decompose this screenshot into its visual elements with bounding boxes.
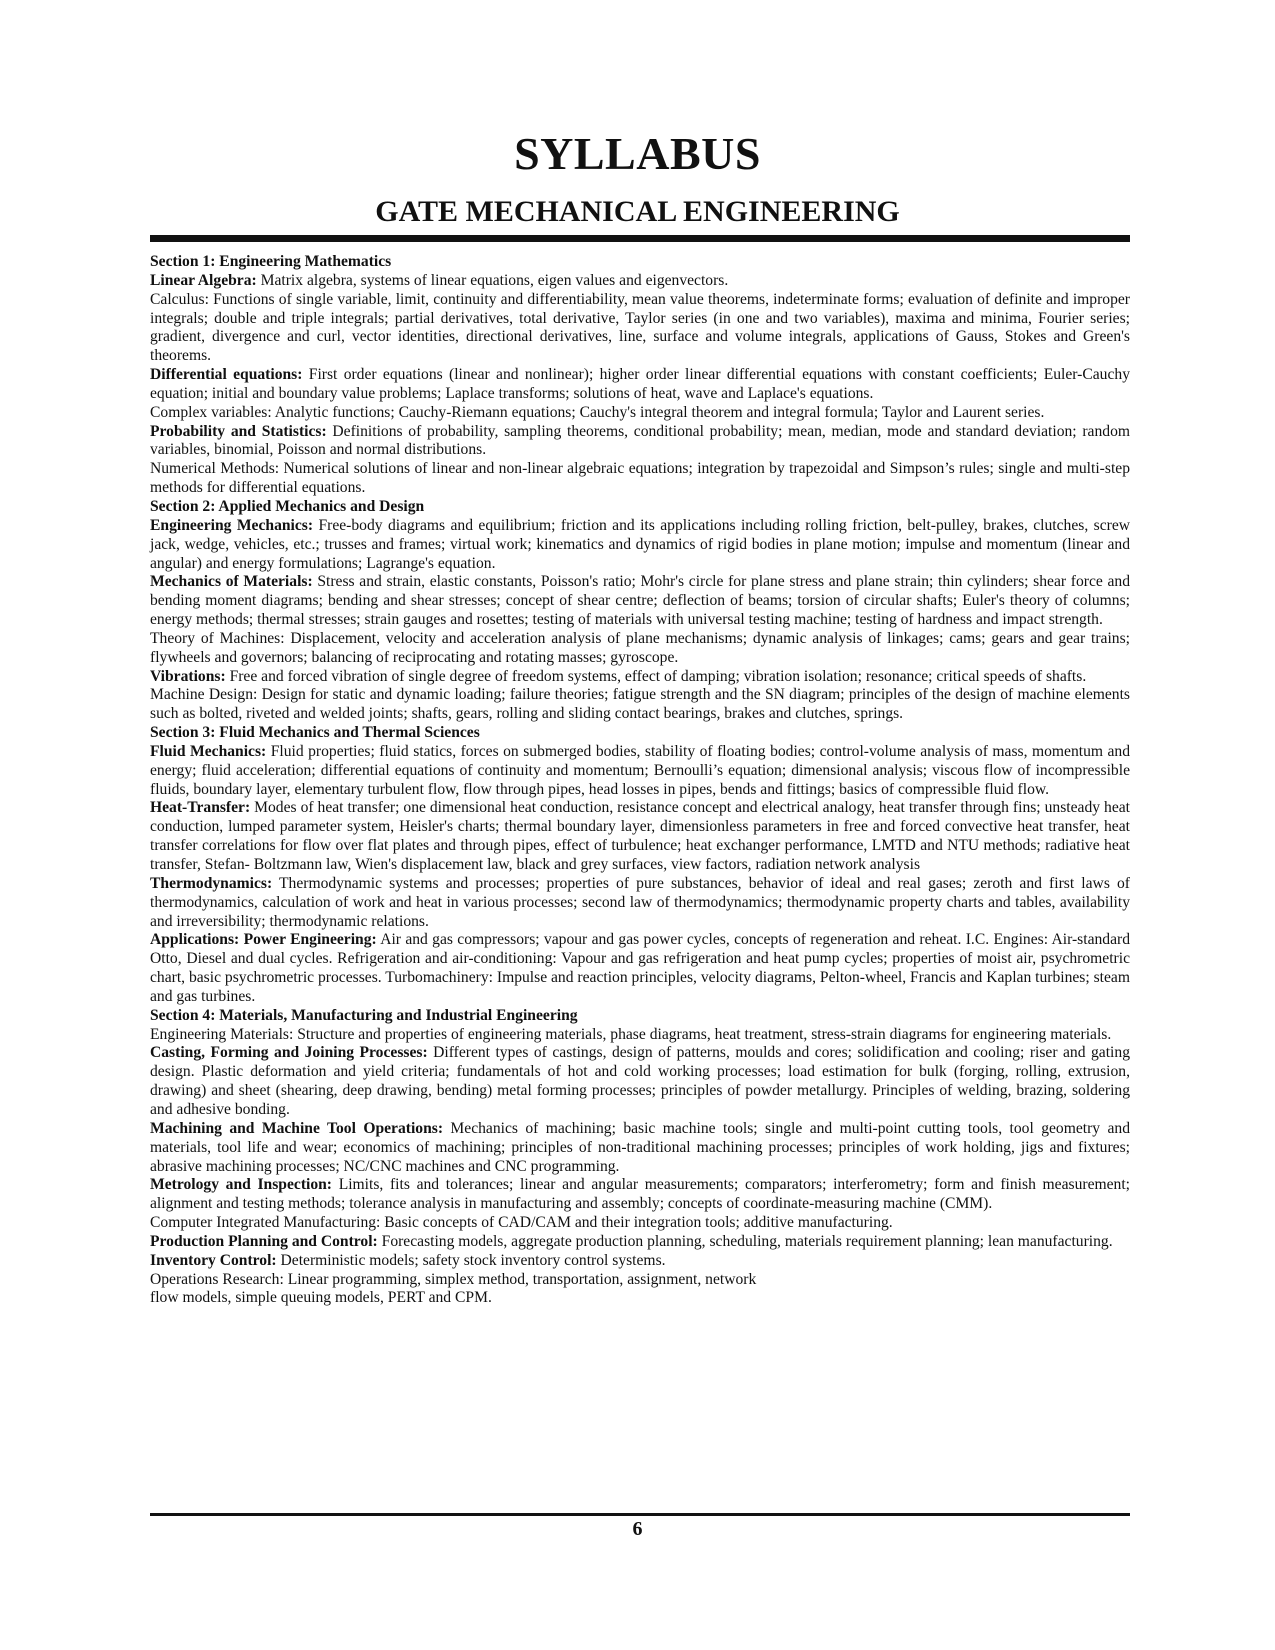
topic-lead: Engineering Mechanics: bbox=[150, 516, 314, 534]
header-divider bbox=[150, 235, 1130, 242]
topic-paragraph bbox=[150, 517, 1130, 574]
topic-paragraph bbox=[150, 743, 1130, 800]
topic-text: Numerical Methods: Numerical solutions of linear and non-linear algebraic equations; integration by trapezoidal and Simpson’s rules; single and multi-step methods for differential equations. bbox=[150, 460, 1130, 497]
topic-paragraph bbox=[150, 366, 1130, 404]
topic-paragraph bbox=[150, 931, 1130, 1006]
topic-text: Calculus: Functions of single variable, limit, continuity and differentiability, mean value theorems, indeterminate forms; evaluation of definite and improper integrals; double and triple integrals; partial derivatives, total derivative, Taylor series (in one and two variables), maxima and minima, Fourier series; gradient, divergence and curl, vector identities, directional derivatives, line, surface and volume integrals, applications of Gauss, Stokes and Green's theorems. bbox=[150, 290, 1130, 365]
topic-paragraph bbox=[150, 1252, 1130, 1271]
page-subtitle: GATE MECHANICAL ENGINEERING bbox=[375, 195, 900, 228]
topic-text: Engineering Materials: Structure and properties of engineering materials, phase diagrams, heat treatment, stress-strain diagrams for engineering materials. bbox=[150, 1025, 1112, 1043]
topic-text: Air and gas compressors; vapour and gas power cycles, concepts of regeneration and reheat. I.C. Engines: Air-standard Otto, Diesel and dual cycles. Refrigeration and air-conditioning: Vapour and gas refrigeration and heat pump cycles; properties of moist air, psychrometric chart, basic psychrometric processes. Turbomachinery: Impulse and reaction principles, velocity diagrams, Pelton-wheel, Francis and Kaplan turbines; steam and gas turbines. bbox=[150, 931, 1131, 1005]
topic-text: Free and forced vibration of single degree of freedom systems, effect of damping; vibration isolation; resonance; critical speeds of shafts. bbox=[225, 667, 1087, 685]
topic-paragraph bbox=[150, 875, 1130, 932]
topic-text: First order equations (linear and nonlinear); higher order linear differential equations with constant coefficients; Euler-Cauchy equation; initial and boundary value problems; Laplace transforms; solutions of heat, wave and Laplace's equations. bbox=[150, 366, 1130, 402]
topic-text: Theory of Machines: Displacement, velocity and acceleration analysis of plane mechanisms; dynamic analysis of linkages; cams; gears and gear trains; flywheels and governors; balancing of reciprocating and rotating masses; gyroscope. bbox=[150, 629, 1130, 666]
topic-lead: Inventory Control: bbox=[150, 1251, 277, 1269]
topic-lead: Applications: Power Engineering: bbox=[150, 931, 377, 949]
topic-lead: Heat-Transfer: bbox=[150, 799, 251, 817]
topic-paragraph bbox=[150, 1233, 1130, 1252]
topic-paragraph bbox=[150, 272, 1130, 291]
page-title: SYLLABUS bbox=[514, 128, 761, 179]
page-number: 6 bbox=[632, 1518, 643, 1540]
topic-lead: Vibrations: bbox=[150, 667, 226, 685]
topic-lead: Metrology and Inspection: bbox=[150, 1176, 333, 1194]
topic-paragraph bbox=[150, 1044, 1130, 1119]
topic-paragraph bbox=[150, 668, 1130, 687]
topic-lead: Thermodynamics: bbox=[150, 874, 273, 892]
topic-text: Machine Design: Design for static and dynamic loading; failure theories; fatigue strength and the SN diagram; principles of the design of machine elements such as bolted, riveted and welded joints; shafts, gears, rolling and sliding contact bearings, brakes and clutches, springs. bbox=[150, 686, 1130, 723]
topic-lead: Casting, Forming and Joining Processes: bbox=[150, 1044, 428, 1062]
topic-paragraph bbox=[150, 404, 1130, 423]
topic-text: Definitions of probability, sampling theorems, conditional probability; mean, median, mode and standard deviation; random variables, binomial, Poisson and normal distributions. bbox=[150, 422, 1131, 459]
topic-lead: Mechanics of Materials: bbox=[150, 573, 313, 591]
topic-text: Forecasting models, aggregate production planning, scheduling, materials requirement planning; lean manufacturing. bbox=[377, 1232, 1113, 1250]
topic-lead: Machining and Machine Tool Operations: bbox=[150, 1119, 444, 1137]
closing-line: Operations Research: Linear programming, simplex method, transportation, assignment, network bbox=[150, 1270, 757, 1288]
topic-lead: Production Planning and Control: bbox=[150, 1232, 378, 1250]
topic-paragraph bbox=[150, 686, 1130, 724]
topic-paragraph bbox=[150, 423, 1130, 461]
topic-text: Limits, fits and tolerances; linear and angular measurements; comparators; interferometry; form and finish measurement; alignment and testing methods; tolerance analysis in manufacturing and assembly; concepts of coordinate-measuring machine (CMM). bbox=[150, 1176, 1131, 1213]
topic-paragraph bbox=[150, 799, 1130, 874]
topic-paragraph bbox=[150, 1214, 1130, 1233]
topic-lead: Differential equations: bbox=[150, 366, 303, 384]
topic-paragraph bbox=[150, 1026, 1130, 1045]
topic-text: Stress and strain, elastic constants, Poisson's ratio; Mohr's circle for plane stress and plane strain; thin cylinders; shear force and bending moment diagrams; bending and shear stresses; concept of shear centre; deflection of beams; torsion of circular shafts; Euler's theory of columns; energy methods; thermal stresses; strain gauges and rosettes; testing of materials with universal testing machine; testing of hardness and impact strength. bbox=[150, 573, 1130, 629]
section-heading: Section 1: Engineering Mathematics bbox=[150, 253, 392, 270]
closing-line: flow models, simple queuing models, PERT and CPM. bbox=[150, 1289, 492, 1307]
topic-text: Free-body diagrams and equilibrium; friction and its applications including rolling friction, belt-pulley, brakes, clutches, screw jack, wedge, vehicles, etc.; trusses and frames; virtual work; kinematics and dynamics of rigid bodies in plane motion; impulse and momentum (linear and angular) and energy formulations; Lagrange's equation. bbox=[150, 516, 1131, 572]
topic-paragraph bbox=[150, 291, 1130, 366]
topic-text: Mechanics of machining; basic machine tools; single and multi-point cutting tools, tool geometry and materials, tool life and wear; economics of machining; principles of non-traditional machining processes; principles of work holding, jigs and fixtures; abrasive machining processes; NC/CNC machines and CNC programming. bbox=[150, 1119, 1130, 1175]
topic-paragraph bbox=[150, 1120, 1130, 1177]
topic-paragraph bbox=[150, 1176, 1130, 1214]
section-heading: Section 4: Materials, Manufacturing and Industrial Engineering bbox=[150, 1006, 578, 1024]
topic-paragraph bbox=[150, 460, 1130, 498]
section-heading: Section 3: Fluid Mechanics and Thermal Sciences bbox=[150, 724, 480, 742]
topic-text: Computer Integrated Manufacturing: Basic concepts of CAD/CAM and their integration tools; additive manufacturing. bbox=[150, 1214, 893, 1232]
topic-text: Different types of castings, design of patterns, moulds and cores; solidification and cooling; riser and gating design. Plastic deformation and yield criteria; fundamentals of hot and cold working processes; load estimation for bulk (forging, rolling, extrusion, drawing) and sheet (shearing, deep drawing, bending) metal forming processes; principles of powder metallurgy. Principles of welding, brazing, soldering and adhesive bonding. bbox=[150, 1044, 1130, 1118]
topic-paragraph bbox=[150, 630, 1130, 668]
syllabus-body bbox=[150, 253, 1130, 1308]
topic-lead: Probability and Statistics: bbox=[150, 422, 327, 440]
topic-text: Fluid properties; fluid statics, forces on submerged bodies, stability of floating bodies; control-volume analysis of mass, momentum and energy; fluid acceleration; differential equations of continuity and momentum; Bernoulli’s equation; dimensional analysis; viscous flow of incompressible fluids, boundary layer, elementary turbulent flow, flow through pipes, head losses in pipes, bends and fittings; basics of compressible fluid flow. bbox=[150, 742, 1130, 798]
topic-text: Modes of heat transfer; one dimensional heat conduction, resistance concept and electrical analogy, heat transfer through fins; unsteady heat conduction, lumped parameter system, Heisler's charts; thermal boundary layer, dimensionless parameters in free and forced convective heat transfer, heat transfer correlations for flow over flat plates and through pipes, effect of turbulence; heat exchanger performance, LMTD and NTU methods; radiative heat transfer, Stefan- Boltzmann law, Wien's displacement law, black and grey surfaces, view factors, radiation network analysis bbox=[150, 799, 1130, 873]
topic-lead: Fluid Mechanics: bbox=[150, 742, 267, 760]
topic-paragraph bbox=[150, 573, 1130, 630]
topic-text: Thermodynamic systems and processes; properties of pure substances, behavior of ideal and real gases; zeroth and first laws of thermodynamics, calculation of work and heat in various processes; second law of thermodynamics; thermodynamic property charts and tables, availability and irreversibility; thermodynamic relations. bbox=[150, 874, 1130, 930]
topic-text: Deterministic models; safety stock inventory control systems. bbox=[276, 1251, 666, 1269]
topic-text: Complex variables: Analytic functions; Cauchy-Riemann equations; Cauchy's integral theorem and integral formula; Taylor and Laurent series. bbox=[150, 403, 1045, 421]
section-heading: Section 2: Applied Mechanics and Design bbox=[150, 497, 425, 515]
topic-text: Matrix algebra, systems of linear equations, eigen values and eigenvectors. bbox=[256, 271, 729, 289]
topic-lead: Linear Algebra: bbox=[150, 271, 257, 289]
